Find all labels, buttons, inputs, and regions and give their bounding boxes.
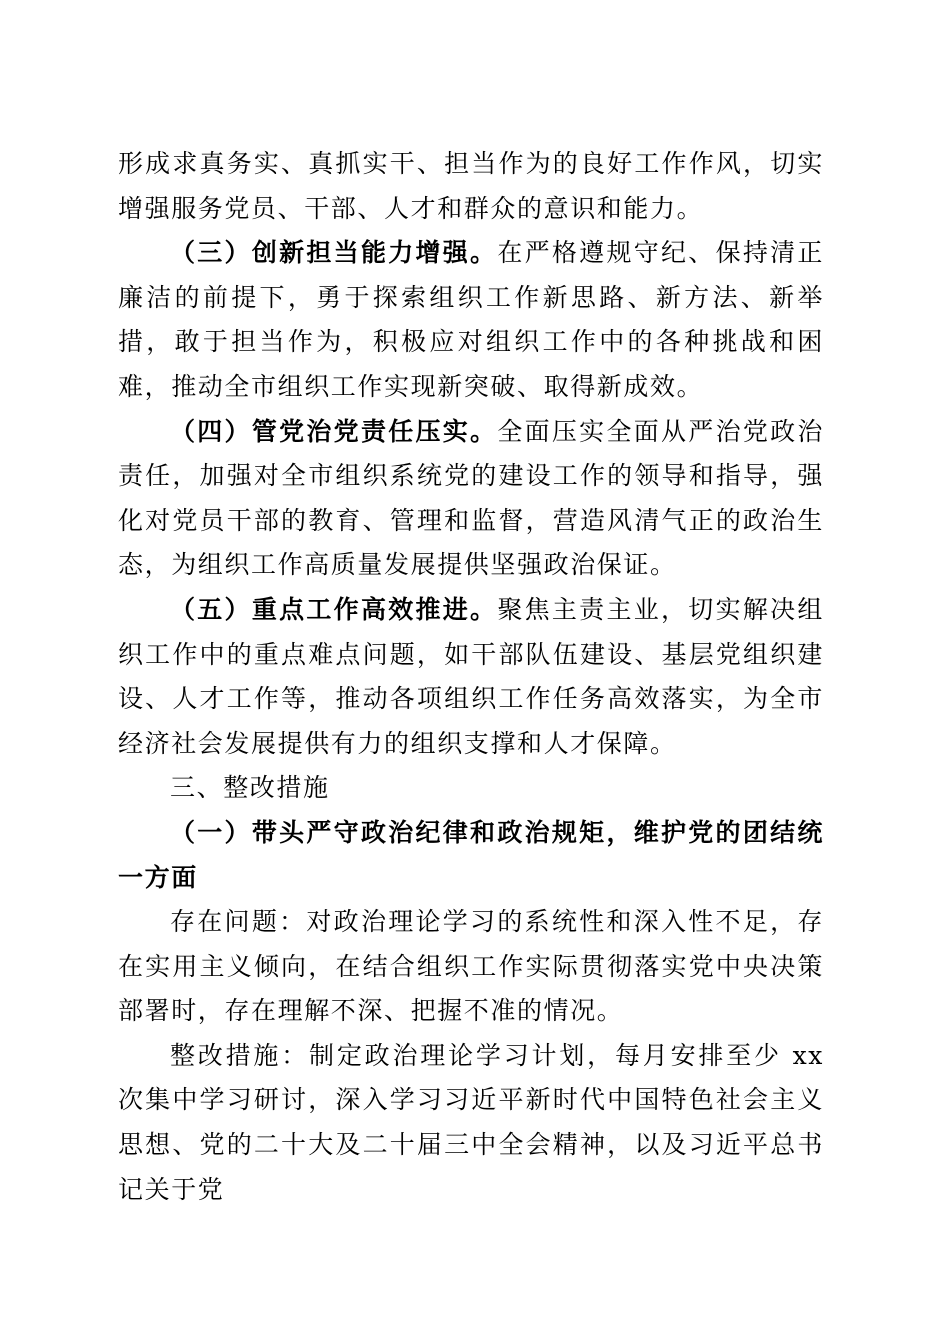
paragraph-item-four [118,410,824,588]
paragraph-item-three [118,231,824,409]
paragraph-lead: （三）创新担当能力增强。 [170,238,498,268]
document-body [118,142,824,1212]
section-heading: 三、整改措施 [170,773,330,803]
paragraph-text: 形成求真务实、真抓实干、担当作为的良好工作作风，切实增强服务党员、干部、人才和群众的意识和能力。 [118,149,824,223]
paragraph-text: 聚焦主责主业，切实解决组织工作中的重点难点问题，如干部队伍建设、基层党组织建设、人才工作等，推动各项组织工作任务高效落实，为全市经济社会发展提供有力的组织支撑和人才保障。 [118,594,825,758]
paragraph-text: 在严格遵规守纪、保持清正廉洁的前提下，勇于探索组织工作新思路、新方法、新举措，敢于担当作为，积极应对组织工作中的各种挑战和困难，推动全市组织工作实现新突破、取得新成效。 [118,238,825,401]
paragraph-lead: （五）重点工作高效推进。 [170,594,498,624]
paragraph-item-five [118,588,824,766]
subsection-heading: （一）带头严守政治纪律和政治规矩，维护党的团结统一方面 [118,817,824,892]
paragraph-text: 全面压实全面从严治党政治责任，加强对全市组织系统党的建设工作的领导和指导，强化对党员干部的教育、管理和监督，营造风清气正的政治生态，为组织工作高质量发展提供坚强政治保证。 [118,416,825,580]
paragraph-continuation [118,142,824,231]
measure-paragraph: 整改措施：制定政治理论学习计划，每月安排至少 xx 次集中学习研讨，深入学习习近平新时代中国特色社会主义思想、党的二十大及二十届三中全会精神，以及习近平总书记关于党 [118,1040,824,1204]
paragraph-lead: （四）管党治党责任压实。 [170,416,498,446]
problem-paragraph: 存在问题：对政治理论学习的系统性和深入性不足，存在实用主义倾向，在结合组织工作实际贯彻落实党中央决策部署时，存在理解不深、把握不准的情况。 [118,907,824,1026]
